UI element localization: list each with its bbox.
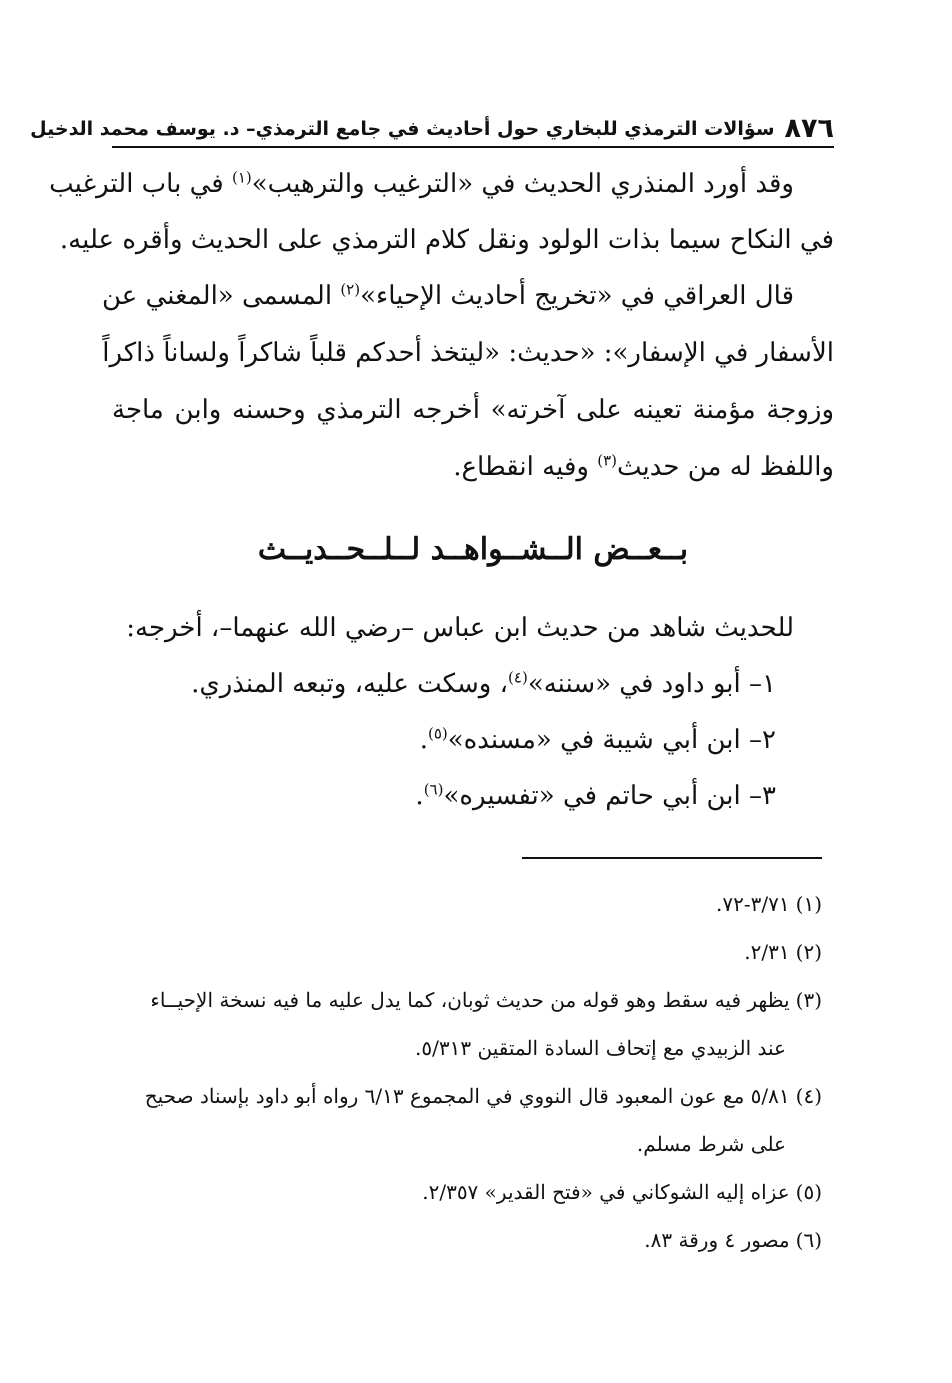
footnote-2 <box>112 928 822 976</box>
text-run: قال العراقي في «تخريج أحاديث الإحياء» <box>360 281 794 311</box>
paragraph-2 <box>101 268 834 496</box>
text-run: . <box>415 781 424 811</box>
footnote-ref-5[interactable]: (٥) <box>427 724 448 743</box>
paragraph-2-line-3: وزوجة مؤمنة تعينه على آخرته» أخرجه الترمذي وحسنه وابن ماجة <box>112 395 834 425</box>
text-run: ١– أبو داود في «سننه» <box>527 669 776 699</box>
footnote-text: يظهر فيه سقط وهو قوله من حديث ثوبان، كما يدل عليه ما فيه نسخة الإحيــاء <box>150 988 790 1012</box>
footnotes <box>112 880 822 1264</box>
page-header <box>30 108 834 148</box>
paragraph-2-line-4 <box>112 439 834 496</box>
footnote-3 <box>112 976 822 1072</box>
footnote-text: مصور ٤ ورقة ٨٣. <box>644 1228 790 1252</box>
footnote-5 <box>112 1168 822 1216</box>
paragraph-2-line-1 <box>101 268 834 325</box>
footnote-ref-2[interactable]: (٢) <box>340 280 361 299</box>
running-title: سؤالات الترمذي للبخاري حول أحاديث في جامع الترمذي– د. يوسف محمد الدخيل <box>30 118 775 140</box>
footnote-number: (٥) <box>795 1180 822 1204</box>
section-heading: بــعــض الــشــواهــد لــلــحــديــث <box>257 532 689 567</box>
list-intro: للحديث شاهد من حديث ابن عباس –رضي الله عنهما–، أخرجه: <box>126 613 794 643</box>
footnote-text: ٢/٣١. <box>744 940 790 964</box>
footnote-1 <box>112 880 822 928</box>
footnote-text: عزاه إليه الشوكاني في «فتح القدير» ٢/٣٥٧. <box>422 1180 790 1204</box>
footnote-number: (٢) <box>795 940 822 964</box>
text-run: المسمى «المغني عن <box>101 281 341 311</box>
footnote-text: ٣/٧١-٧٢. <box>716 892 790 916</box>
footnote-ref-3[interactable]: (٣) <box>597 451 617 470</box>
footnote-6 <box>112 1216 822 1264</box>
footnote-number: (١) <box>795 892 822 916</box>
list-item <box>112 768 834 824</box>
footnote-text: ٥/٨١ مع عون المعبود قال النووي في المجموع ٦/١٣ رواه أبو داود بإسناد صحيح <box>144 1084 790 1108</box>
footnote-ref-1[interactable]: (١) <box>231 168 252 187</box>
paragraph-1 <box>49 156 834 268</box>
text-run: في باب الترغيب <box>49 169 232 199</box>
list-item <box>112 656 834 712</box>
text-run: ٢– ابن أبي شيبة في «مسنده» <box>447 725 776 755</box>
page-number: ٨٧٦ <box>784 113 834 144</box>
footnote-continuation: عند الزبيدي مع إتحاف السادة المتقين ٥/٣١٣. <box>415 1036 786 1060</box>
footnote-separator <box>522 857 822 859</box>
footnote-number: (٦) <box>795 1228 822 1252</box>
footnote-continuation: على شرط مسلم. <box>636 1132 786 1156</box>
paragraph-1-line-1 <box>49 156 834 212</box>
text-run: واللفظ له من حديث <box>616 452 834 482</box>
text-run: وقد أورد المنذري الحديث في «الترغيب والترهيب» <box>251 169 794 199</box>
text-run: ٣– ابن أبي حاتم في «تفسيره» <box>443 781 776 811</box>
witness-list <box>112 600 834 824</box>
paragraph-2-line-2: الأسفار في الإسفار»: «حديث: «ليتخذ أحدكم قلباً شاكراً ولساناً ذاكراً <box>102 338 834 368</box>
footnote-ref-4[interactable]: (٤) <box>508 668 528 687</box>
footnote-number: (٣) <box>795 988 822 1012</box>
list-item <box>112 712 834 768</box>
text-run: . <box>419 725 428 755</box>
footnote-number: (٤) <box>795 1084 822 1108</box>
text-run: ، وسكت عليه، وتبعه المنذري. <box>191 669 509 699</box>
footnote-ref-6[interactable]: (٦) <box>423 780 444 799</box>
paragraph-1-line-2: في النكاح سيما بذات الولود ونقل كلام الترمذي على الحديث وأقره عليه. <box>59 225 834 255</box>
footnote-4 <box>112 1072 822 1168</box>
text-run: وفيه انقطاع. <box>453 452 598 482</box>
